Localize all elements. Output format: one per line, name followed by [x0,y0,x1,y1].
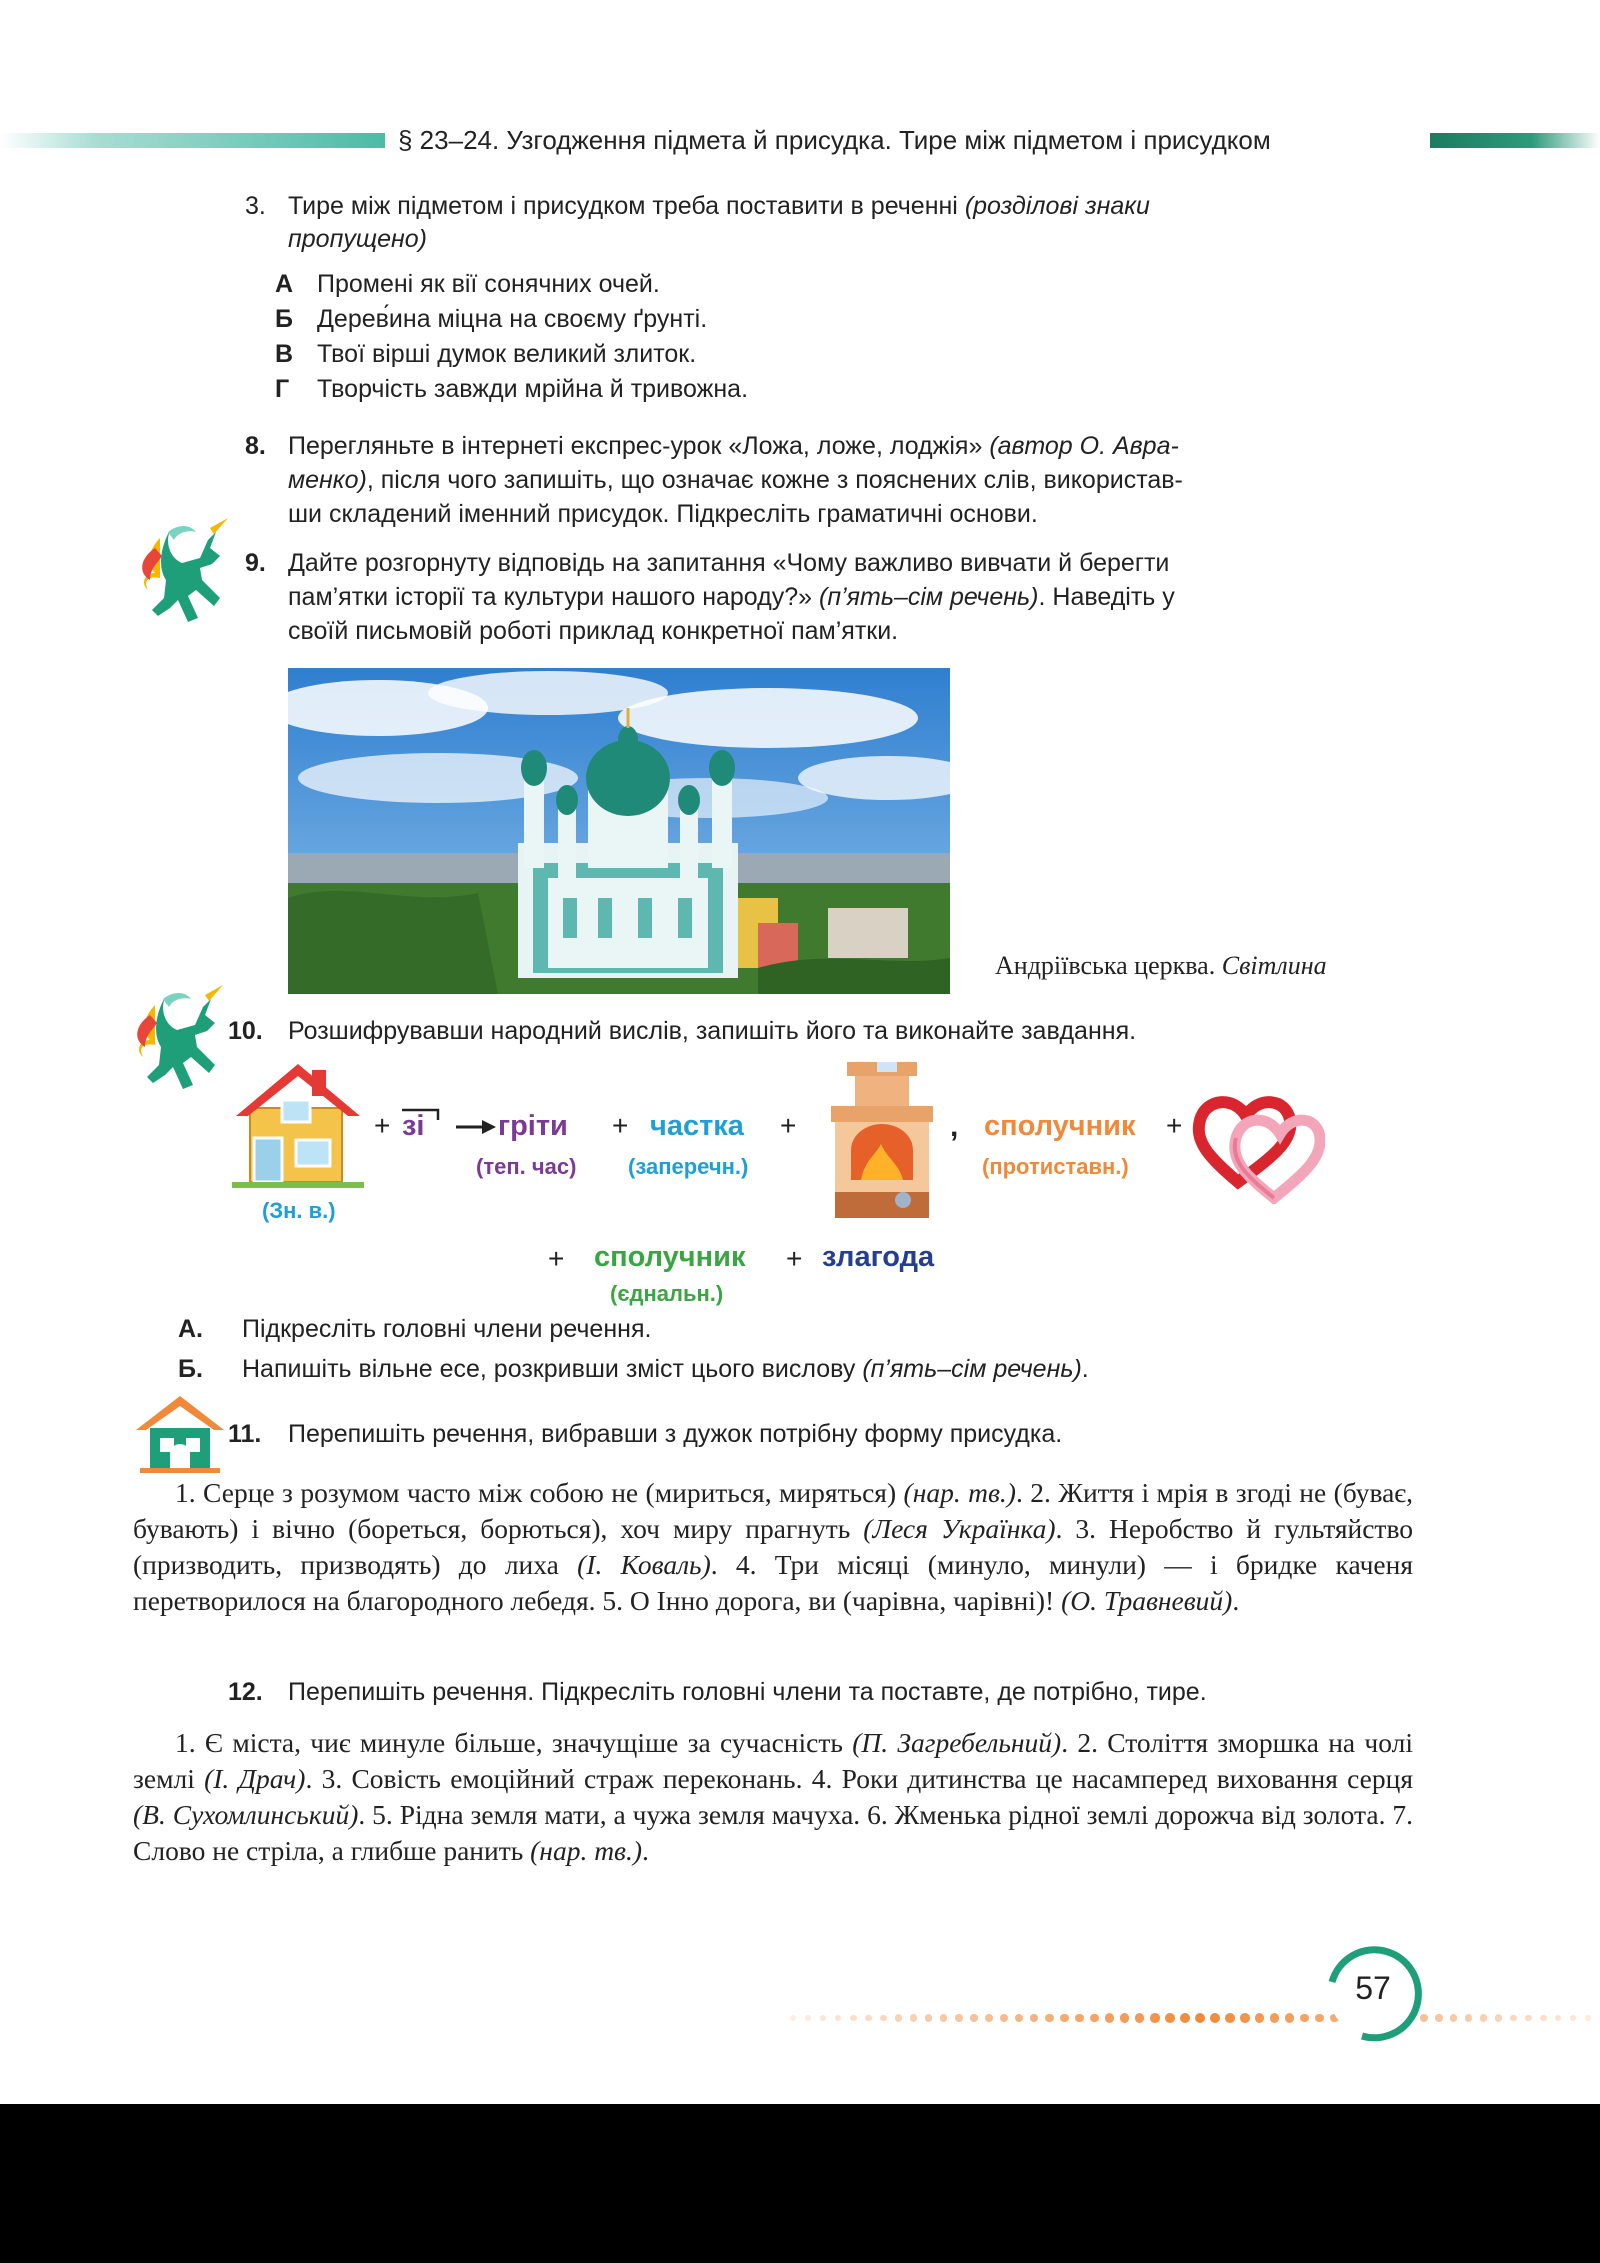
q9-text-line3: своїй письмовій роботі приклад конкретної пам’ятки. [288,617,899,645]
rebus-comma: , [950,1110,959,1143]
footer-dot [1165,2013,1175,2023]
footer-dot [865,2015,872,2022]
house-image [232,1058,364,1188]
footer-dot [1540,2015,1547,2022]
footer-dot [1585,2015,1591,2021]
rebus-spoluchnyk-1: сполучник [984,1110,1136,1142]
footer-dot [1270,2013,1279,2022]
church-photo [288,668,950,994]
q9-text-line1: Дайте розгорнуту відповідь на запитання «Чому важливо вивчати й берегти [288,549,1170,577]
q3-text: Тире між підметом і присудком треба поставити в реченні (розділові знаки [288,192,1150,220]
footer-dot [850,2015,857,2022]
q8-number: 8. [245,432,266,460]
rebus-chastka: частка [650,1110,744,1142]
q3-number: 3. [245,192,266,220]
footer-dot [1225,2013,1235,2023]
footer-dot [1525,2015,1532,2022]
q11-paragraph: 1. Серце з розумом часто між собою не (мириться, миряться) (нар. тв.). 2. Життя і мрія в згоді не (буває, бувають) і вічно (бореться, борються), хоч миру прагнуть (Леся Українка). 3. Неробство й гультяйство (призводить, призводять) до лиха (І. Коваль). 4. Три місяці (минуло, минули) — і бридке каченя перетворилося на благородного лебедя. 5. О Інно дорога, ви (чарівна, чарівні)! (О. Травневий). [133,1477,1413,1616]
rebus-griti: гріти [498,1110,568,1142]
rebus-chastka-sub: (заперечн.) [628,1154,749,1179]
q9-text-line2: пам’ятки історії та культури нашого народу?» (п’ять–сім речень). Наведіть у [288,583,1175,611]
footer-dot [1300,2014,1309,2023]
footer-dot [1060,2014,1069,2023]
footer-black-band [0,2104,1600,2263]
rebus-zi: зі [402,1110,425,1142]
footer-dot [1120,2013,1129,2022]
arrow-right-icon [456,1118,496,1136]
footer-dot [1075,2014,1084,2023]
footer-dot [1195,2013,1205,2023]
footer-dot [1465,2014,1472,2021]
footer-dot [835,2015,841,2021]
q3-option: А Промені як вії сонячних очей. [275,270,660,298]
rebus-spoluchnyk-1-sub: (протиставн.) [982,1154,1129,1179]
unicorn-icon [125,985,235,1100]
q12-number: 12. [228,1678,263,1706]
footer-dot [1495,2014,1502,2021]
q10-task-a: А. Підкресліть головні члени речення. [178,1315,652,1343]
q3-note: пропущено) [288,225,427,253]
q3-option: Г Творчість завжди мрійна й тривожна. [275,375,749,403]
footer-dot [1090,2014,1099,2023]
footer-dot [895,2014,902,2021]
footer-dot [940,2014,947,2021]
q3-option: Б Дерев́ина міцна на своєму ґрунті. [275,305,708,333]
footer-dot [790,2015,796,2021]
q8-text-line2: менко), після чого запишіть, що означає кожне з пояснених слів, використав- [288,466,1183,494]
footer-dot [820,2015,826,2021]
footer-dot [1000,2014,1008,2022]
footer-dot [985,2014,993,2022]
rebus-griti-sub: (теп. час) [476,1154,577,1179]
footer-dot [1510,2015,1517,2022]
q11-number: 11. [228,1420,262,1448]
footer-dot [1285,2013,1294,2022]
home-task-icon [132,1392,228,1474]
rebus-spoluchnyk-2: сполучник [594,1241,746,1273]
unicorn-icon [130,518,240,633]
footer-dot [925,2014,932,2021]
rebus-spoluchnyk-2-sub: (єднальн.) [610,1281,724,1306]
q8-text-line1: Перегляньте в інтернеті експрес-урок «Ложа, ложе, лоджія» (автор О. Авра- [288,432,1179,460]
footer-dot [1045,2014,1054,2023]
stove-image [825,1060,940,1220]
footer-dot [1435,2014,1443,2022]
plus-sign: + [548,1243,565,1274]
q10-number: 10. [228,1017,263,1045]
plus-sign: + [786,1243,803,1274]
q8-text-line3: ши складений іменний присудок. Підкресліть граматичні основи. [288,500,1038,528]
footer-dot [1240,2013,1250,2023]
footer-dot [1180,2013,1190,2023]
house-case-label: (Зн. в.) [262,1198,336,1223]
q11-text: Перепишіть речення, вибравши з дужок потрібну форму присудка. [288,1420,1063,1448]
page-header-title: § 23–24. Узгодження підмета й присудка. Тире між підметом і присудком [398,125,1271,155]
footer-dot [1030,2014,1038,2022]
header-band-left [0,133,385,148]
footer-dot [1555,2015,1561,2021]
q12-paragraph: 1. Є міста, чиє минуле більше, значущіше за сучасність (П. Загребельний). 2. Століття зморшка на чолі землі (І. Драч). 3. Совість емоційний страж переконань. 4. Роки дитинства це насамперед виховання серця (В. Сухомлинський). 5. Рідна земля мати, а чужа земля мачуха. 6. Жменька рідної землі дорожча від золота. 7. Слово не стріла, а глибше ранить (нар. тв.). [133,1727,1413,1866]
q12-text: Перепишіть речення. Підкресліть головні члени та поставте, де потрібно, тире. [288,1678,1207,1706]
footer-dot [1255,2013,1264,2022]
q9-number: 9. [245,549,266,577]
page-number: 57 [1355,1970,1391,2006]
footer-dot [1015,2014,1023,2022]
footer-dot [805,2015,811,2021]
footer-dot [1570,2015,1576,2021]
q3-option: В Твої вірші думок великий злиток. [275,340,697,368]
footer-dot [910,2014,917,2021]
footer-dot [1480,2014,1487,2021]
footer-dot [1210,2013,1220,2023]
plus-sign: + [374,1110,391,1141]
q10-task-b: Б. Напишіть вільне есе, розкривши зміст цього вислову (п’ять–сім речень). [178,1355,1089,1383]
plus-sign: + [780,1110,797,1141]
footer-dot [1150,2013,1160,2023]
hearts-icon [1190,1092,1325,1204]
plus-sign: + [612,1110,629,1141]
footer-dot [1135,2013,1144,2022]
footer-dot [970,2014,978,2022]
footer-dot-line [790,2012,1600,2024]
photo-caption: Андріївська церква. Світлина [995,951,1327,980]
plus-sign: + [1166,1110,1183,1141]
footer-dot [1450,2014,1457,2021]
footer-dot [1105,2013,1114,2022]
footer-dot [955,2014,963,2022]
zi-overline-mark [400,1104,442,1124]
rebus-zlahoda: злагода [822,1241,935,1273]
footer-dot [880,2015,887,2022]
q10-text: Розшифрувавши народний вислів, запишіть його та виконайте завдання. [288,1017,1137,1045]
header-band-right [1430,133,1600,148]
